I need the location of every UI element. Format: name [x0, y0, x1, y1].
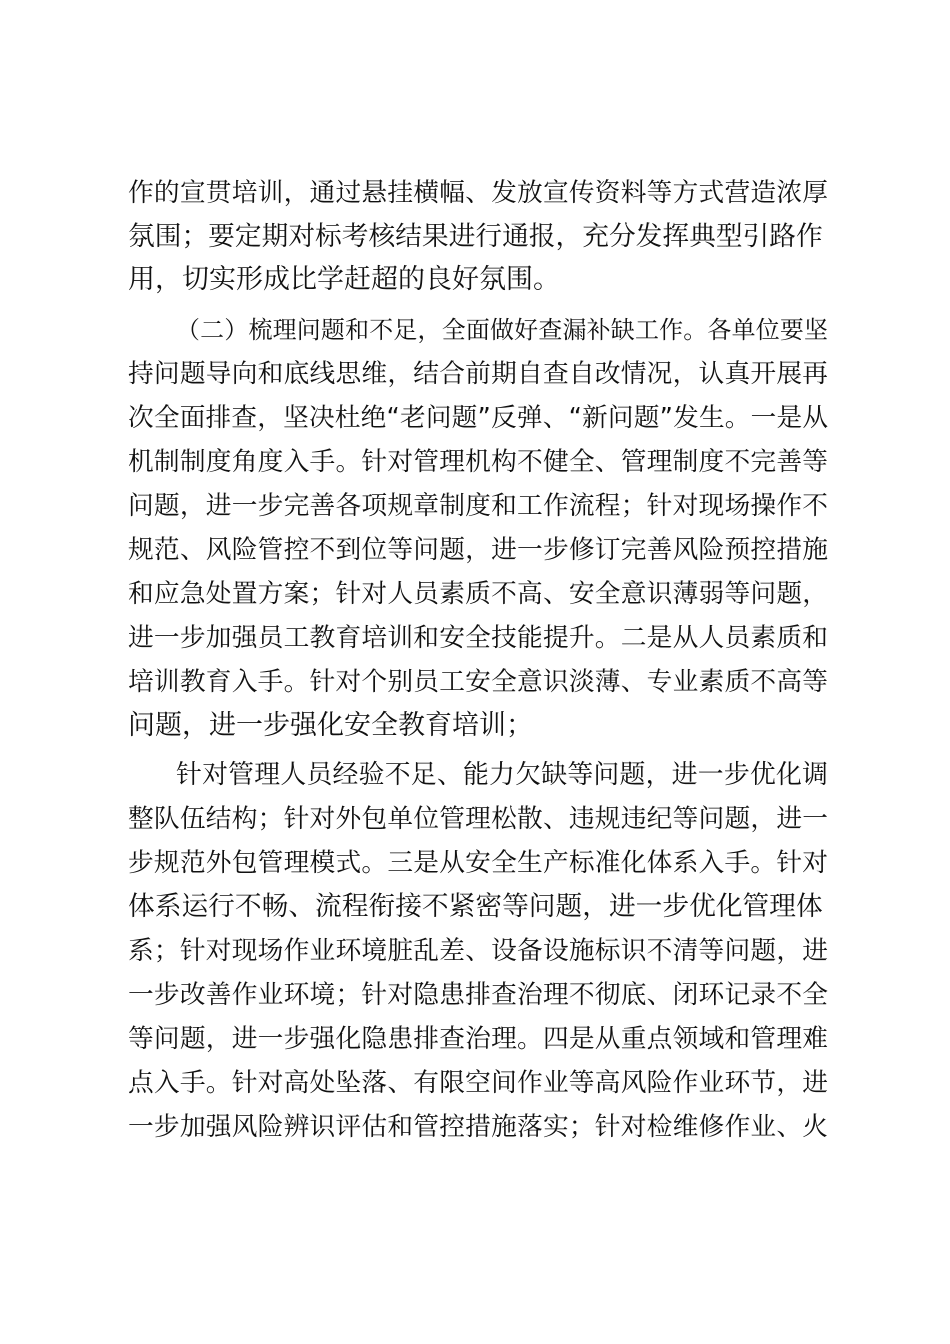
text-line: 次全面排查，坚决杜绝“老问题”反弹、“新问题”发生。一是从 [128, 403, 828, 433]
text-line: 进一步加强员工教育培训和安全技能提升。二是从人员素质和 [128, 623, 828, 653]
text-line: 用，切实形成比学赶超的良好氛围。 [128, 264, 560, 295]
text-line: 作的宣贯培训，通过悬挂横幅、发放宣传资料等方式营造浓厚 [128, 178, 828, 208]
text-line: 步规范外包管理模式。三是从安全生产标准化体系入手。针对 [128, 848, 828, 878]
text-line: 一步改善作业环境；针对隐患排查治理不彻底、闭环记录不全 [128, 980, 828, 1010]
text-line: 系；针对现场作业环境脏乱差、设备设施标识不清等问题，进 [128, 936, 828, 966]
text-line: 整队伍结构；针对外包单位管理松散、违规违纪等问题，进一 [128, 804, 828, 834]
text-line: （二）梳理问题和不足，全面做好查漏补缺工作。各单位要坚 [176, 316, 828, 344]
text-line: 机制制度角度入手。针对管理机构不健全、管理制度不完善等 [128, 447, 828, 477]
text-line: 针对管理人员经验不足、能力欠缺等问题，进一步优化调 [176, 760, 828, 790]
text-line: 一步加强风险辨识评估和管控措施落实；针对检维修作业、火 [128, 1112, 828, 1142]
text-line: 体系运行不畅、流程衔接不紧密等问题，进一步优化管理体 [128, 891, 823, 922]
text-line: 等问题，进一步强化隐患排查治理。四是从重点领域和管理难 [128, 1024, 828, 1054]
text-line: 持问题导向和底线思维，结合前期自查自改情况，认真开展再 [128, 359, 828, 389]
text-line: 培训教育入手。针对个别员工安全意识淡薄、专业素质不高等 [128, 667, 828, 697]
text-line: 氛围；要定期对标考核结果进行通报，充分发挥典型引路作 [128, 221, 823, 252]
text-line: 规范、风险管控不到位等问题，进一步修订完善风险预控措施 [128, 535, 828, 565]
text-line: 问题，进一步完善各项规章制度和工作流程；针对现场操作不 [128, 491, 828, 521]
text-line: 和应急处置方案；针对人员素质不高、安全意识薄弱等问题， [128, 579, 828, 609]
text-line: 问题，进一步强化安全教育培训； [128, 710, 533, 741]
text-line: 点入手。针对高处坠落、有限空间作业等高风险作业环节，进 [128, 1068, 828, 1098]
